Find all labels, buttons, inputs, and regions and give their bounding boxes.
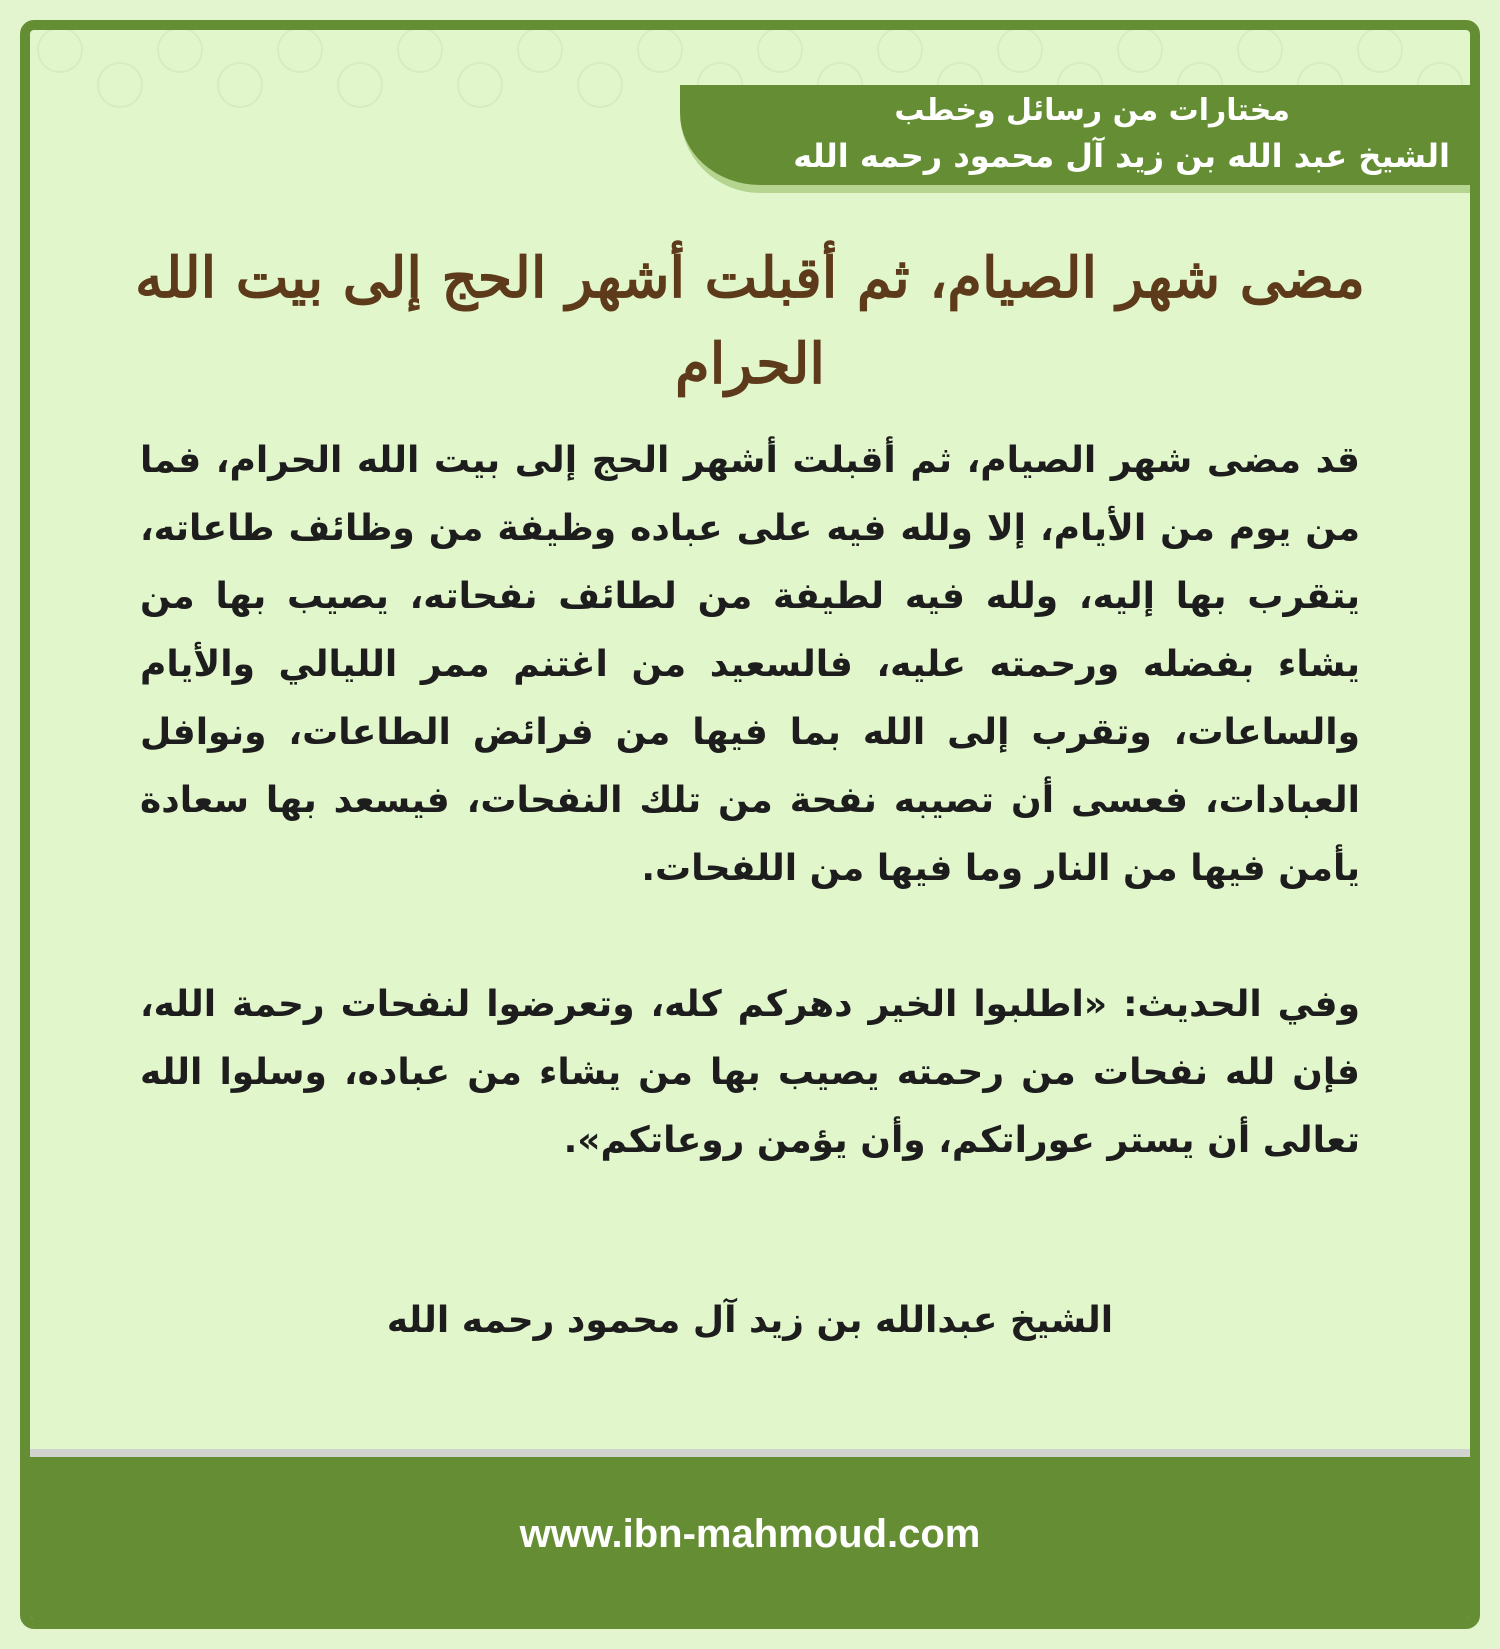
- author-signature: الشيخ عبدالله بن زيد آل محمود رحمه الله: [386, 1300, 1114, 1341]
- body-text: [140, 427, 1360, 1243]
- page-title: مضى شهر الصيام، ثم أقبلت أشهر الحج إلى بيت الله الحرام: [135, 245, 1365, 397]
- header-banner: [680, 85, 1470, 193]
- website-link[interactable]: www.ibn-mahmoud.com: [519, 1512, 981, 1556]
- header-subtitle: مختارات من رسائل وخطب: [894, 93, 1290, 128]
- paragraph-1: قد مضى شهر الصيام، ثم أقبلت أشهر الحج إلى بيت الله الحرام، فما من يوم من الأيام، إلا ولله فيه على عباده وظيفة من وظائف طاعاته، يتقرب بها إليه، ولله فيه لطيفة من لطائف نفحاته، يصيب بها من يشاء بفضله ورحمته عليه، فالسعيد من اغتنم ممر الليالي والأيام والساعات، وتقرب إلى الله بما فيها من فرائض الطاعات، ونوافل العبادات، فعسى أن تصيبه نفحة من تلك النفحات، فيسعد بها سعادة يأمن فيها من النار وما فيها من اللفحات.: [140, 440, 1360, 889]
- footer-bar: [30, 1449, 1470, 1619]
- paragraph-2: وفي الحديث: «اطلبوا الخير دهركم كله، وتعرضوا لنفحات رحمة الله، فإن لله نفحات من رحمته يصيب بها من يشاء من عباده، وسلوا الله تعالى أن يستر عوراتكم، وأن يؤمن روعاتكم».: [140, 984, 1360, 1161]
- card-frame: [20, 20, 1480, 1629]
- header-author: الشيخ عبد الله بن زيد آل محمود رحمه الله: [793, 137, 1450, 175]
